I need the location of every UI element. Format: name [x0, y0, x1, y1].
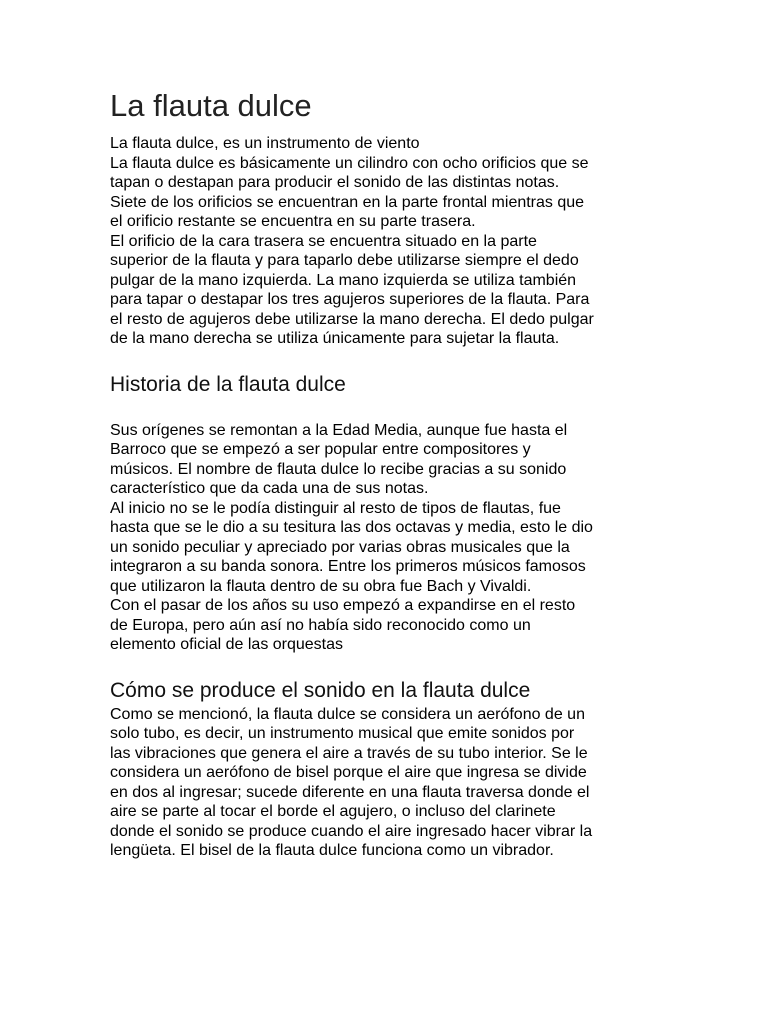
text-line: Al inicio no se le podía distinguir al resto de tipos de flautas, fue: [110, 499, 561, 517]
text-line: un sonido peculiar y apreciado por varias obras musicales que la: [110, 538, 570, 556]
document-title: La flauta dulce: [110, 88, 312, 123]
text-line: las vibraciones que genera el aire a través de su tubo interior. Se le: [110, 744, 588, 762]
text-line: músicos. El nombre de flauta dulce lo recibe gracias a su sonido: [110, 460, 567, 478]
text-line: Con el pasar de los años su uso empezó a expandirse en el resto: [110, 597, 576, 614]
spacer: [110, 349, 670, 371]
text-line: aire se parte al tocar el borde el agujero, o incluso del clarinete: [110, 803, 556, 820]
text-line: Sus orígenes se remontan a la Edad Media, aunque fue hasta el: [110, 421, 568, 439]
text-line: considera un aerófono de bisel porque el aire que ingresa se divide: [110, 764, 587, 781]
section-heading-historia: Historia de la flauta dulce: [110, 372, 346, 396]
text-line: elemento oficial de las orquestas: [110, 636, 344, 653]
text-line: característico que da cada una de sus notas.: [110, 480, 429, 497]
text-line: integraron a su banda sonora. Entre los primeros músicos famosos: [110, 558, 586, 575]
section-heading-sonido: Cómo se produce el sonido en la flauta dulce: [110, 678, 531, 702]
sonido-paragraph: [110, 705, 670, 861]
text-line: en dos al ingresar; sucede diferente en una flauta traversa donde el: [110, 783, 590, 801]
text-line: solo tubo, es decir, un instrumento musical que emite sonidos por: [110, 725, 575, 742]
text-line: el resto de agujeros debe utilizarse la mano derecha. El dedo pulgar: [110, 310, 594, 328]
historia-paragraph: [110, 421, 670, 655]
text-line: El orificio de la cara trasera se encuentra situado en la parte: [110, 232, 537, 250]
text-line: para tapar o destapar los tres agujeros superiores de la flauta. Para: [110, 291, 590, 308]
text-line: superior de la flauta y para taparlo debe utilizarse siempre el dedo: [110, 252, 579, 269]
spacer: [110, 399, 670, 421]
text-line: pulgar de la mano izquierda. La mano izquierda se utiliza también: [110, 271, 577, 289]
text-line: lengüeta. El bisel de la flauta dulce funciona como un vibrador.: [110, 842, 554, 859]
text-line: Como se mencionó, la flauta dulce se considera un aerófono de un: [110, 705, 585, 723]
text-line: La flauta dulce es básicamente un cilindro con ocho orificios que se: [110, 154, 589, 172]
text-line: de Europa, pero aún así no había sido reconocido como un: [110, 616, 531, 634]
text-line: Barroco que se empezó a ser popular entre compositores y: [110, 441, 531, 458]
text-line: donde el sonido se produce cuando el aire ingresado hacer vibrar la: [110, 822, 593, 840]
text-line: tapan o destapan para producir el sonido de las distintas notas.: [110, 174, 560, 191]
text-line: el orificio restante se encuentra en su parte trasera.: [110, 213, 476, 230]
text-line: hasta que se le dio a su tesitura las dos octavas y media, esto le dio: [110, 519, 593, 536]
text-line: Siete de los orificios se encuentran en la parte frontal mientras que: [110, 193, 585, 211]
intro-paragraph: [110, 134, 670, 349]
text-line: La flauta dulce, es un instrumento de viento: [110, 135, 420, 152]
document-body: [110, 86, 670, 861]
text-line: de la mano derecha se utiliza únicamente para sujetar la flauta.: [110, 330, 560, 347]
text-line: que utilizaron la flauta dentro de su obra fue Bach y Vivaldi.: [110, 577, 532, 595]
spacer: [110, 655, 670, 677]
